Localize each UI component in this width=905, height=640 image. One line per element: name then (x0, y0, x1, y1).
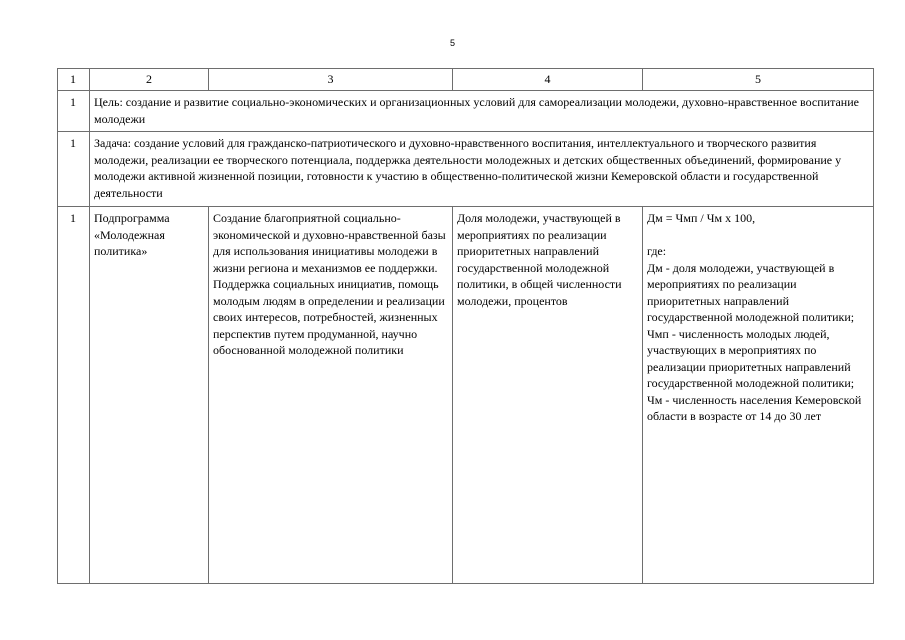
subprogram-description (209, 207, 453, 584)
formula: Дм = Чмп / Чм x 100, (647, 211, 756, 225)
goal-row (58, 91, 874, 132)
calculation-method (643, 207, 874, 584)
subprogram-row-number: 1 (58, 207, 90, 584)
task-row-number: 1 (58, 132, 90, 207)
page-number: 5 (449, 38, 455, 48)
goal-row-number: 1 (58, 91, 90, 132)
table-header-row (58, 69, 874, 91)
definition-dm: Дм - доля молодежи, участвующей в мероприятиях по реализации приоритетных направлений государственной молодежной политики; (647, 260, 855, 324)
column-header-2: 2 (90, 69, 209, 91)
definition-chmp: Чмп - численность молодых людей, участвующих в мероприятиях по реализации приоритетных направлений государственной молодежной политики; (647, 326, 855, 390)
task-text: Задача: создание условий для гражданско-патриотического и духовно-нравственного воспитания, интеллектуального и творческого развития молодежи, реализации ее творческого потенциала, поддержка деятельности молодежных и детских общественных объединений, формирование у молодежи активной жизненной позиции, готовности к участию в общественно-политической жизни Кемеровской области и государственной деятельности (90, 132, 874, 207)
column-header-1: 1 (58, 69, 90, 91)
subprogram-row (58, 207, 874, 584)
task-row (58, 132, 874, 207)
definition-chm: Чм - численность населения Кемеровской области в возрасте от 14 до 30 лет (647, 392, 862, 423)
description-paragraph-2: Поддержка социальных инициатив, помощь молодым людям в определении и реализации своих интересов, потребностей, жизненных перспектив путем продуманной, научно обоснованной молодежной политики (213, 277, 445, 357)
spacer (647, 227, 869, 244)
column-header-5: 5 (643, 69, 874, 91)
formula-where: где: (647, 244, 667, 258)
subprogram-name: Подпрограмма «Молодежная политика» (90, 207, 209, 584)
goal-text: Цель: создание и развитие социально-экономических и организационных условий для самореализации молодежи, духовно-нравственное воспитание молодежи (90, 91, 874, 132)
indicator-name: Доля молодежи, участвующей в мероприятиях по реализации приоритетных направлений государственной молодежной политики, в общей численности молодежи, процентов (453, 207, 643, 584)
column-header-3: 3 (209, 69, 453, 91)
indicators-table (57, 68, 874, 584)
description-paragraph-1: Создание благоприятной социально-экономической и духовно-нравственной базы для использования инициативы молодежи в жизни региона и механизмов ее поддержки. (213, 211, 446, 275)
column-header-4: 4 (453, 69, 643, 91)
